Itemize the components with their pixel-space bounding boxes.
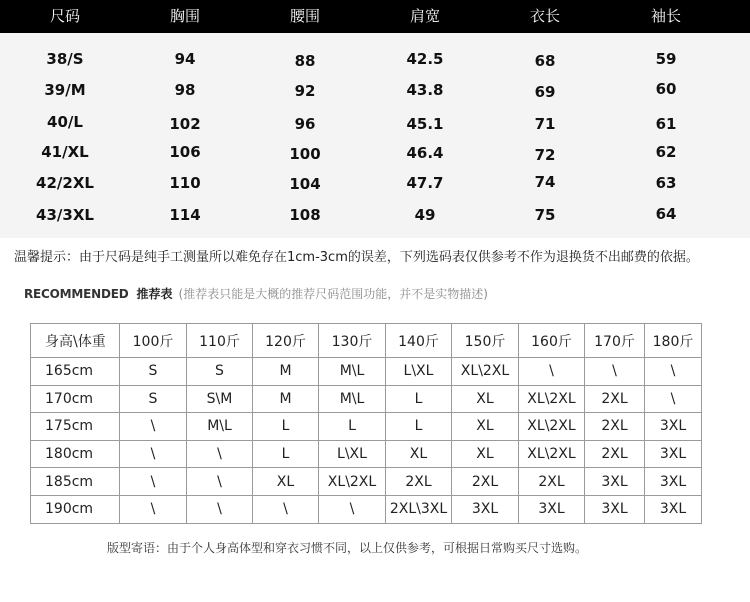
size-chart-cell: 39/M — [44, 81, 86, 99]
size-cell: L — [253, 413, 319, 441]
recommend-header-cell: 140斤 — [386, 324, 452, 358]
size-cell: XL\2XL — [452, 358, 519, 386]
size-cell: \ — [120, 495, 187, 523]
size-chart-cell: 43/3XL — [36, 206, 94, 224]
size-chart-cell: 43.8 — [406, 81, 444, 99]
size-cell: M\L — [319, 385, 386, 413]
size-cell: XL — [452, 385, 519, 413]
measurement-note: 温馨提示：由于尺码是纯手工测量所以难免存在1cm-3cm的误差，下列选码表仅供参考不作为退换货不出邮费的依据。 — [14, 250, 699, 265]
size-chart-cell: 110 — [169, 174, 201, 192]
recommend-header-cell: 120斤 — [253, 324, 319, 358]
size-cell: S — [187, 358, 253, 386]
size-cell: \ — [187, 468, 253, 496]
size-cell: 3XL — [645, 413, 702, 441]
height-cell: 170cm — [31, 385, 120, 413]
height-cell: 180cm — [31, 440, 120, 468]
recommend-table-header-row — [31, 324, 702, 358]
size-cell: XL\2XL — [519, 385, 585, 413]
size-cell: 2XL\3XL — [386, 495, 452, 523]
size-chart-cell: 104 — [289, 175, 321, 193]
size-chart-cell: 71 — [534, 115, 556, 133]
size-cell: 2XL — [585, 413, 645, 441]
size-cell: L — [253, 440, 319, 468]
size-chart-cell: 45.1 — [406, 115, 444, 133]
size-chart-cell: 88 — [294, 52, 316, 70]
size-chart-cell: 108 — [289, 206, 321, 224]
size-cell: XL\2XL — [519, 440, 585, 468]
size-cell: \ — [319, 495, 386, 523]
size-cell: M — [253, 358, 319, 386]
size-chart-cell: 47.7 — [406, 174, 444, 192]
size-cell: \ — [120, 468, 187, 496]
size-cell: \ — [187, 440, 253, 468]
size-cell: XL\2XL — [319, 468, 386, 496]
size-cell: M\L — [187, 413, 253, 441]
size-chart-cell: 74 — [534, 173, 556, 191]
size-chart-cell: 114 — [169, 206, 201, 224]
size-chart-cell: 96 — [294, 115, 316, 133]
size-chart-cell: 72 — [534, 146, 556, 164]
size-chart-cell: 49 — [414, 206, 436, 224]
size-chart-cell: 62 — [655, 143, 677, 161]
size-chart — [0, 0, 750, 238]
size-cell: \ — [120, 440, 187, 468]
table-row — [31, 495, 702, 523]
size-cell: XL — [386, 440, 452, 468]
size-chart-cell: 64 — [655, 205, 677, 223]
table-row — [31, 413, 702, 441]
recommend-header-cell: 160斤 — [519, 324, 585, 358]
size-cell: 3XL — [645, 495, 702, 523]
table-row — [31, 385, 702, 413]
size-cell: L — [386, 385, 452, 413]
size-cell: XL — [253, 468, 319, 496]
recommend-header-cell: 身高\体重 — [31, 324, 120, 358]
size-chart-cell: 38/S — [46, 50, 84, 68]
size-chart-header — [0, 0, 750, 33]
size-cell: L — [319, 413, 386, 441]
size-chart-cell: 41/XL — [41, 143, 89, 161]
height-cell: 165cm — [31, 358, 120, 386]
recommend-header-cell: 150斤 — [452, 324, 519, 358]
size-chart-header-cell: 肩宽 — [409, 7, 440, 25]
size-cell: 2XL — [386, 468, 452, 496]
size-cell: 2XL — [452, 468, 519, 496]
recommend-title-en: RECOMMENDED — [24, 287, 129, 301]
size-cell: M\L — [319, 358, 386, 386]
size-cell: 2XL — [519, 468, 585, 496]
size-chart-cell: 40/L — [47, 113, 83, 131]
recommend-title-cn: 推荐表 — [136, 287, 173, 301]
size-cell: \ — [585, 358, 645, 386]
size-cell: S — [120, 358, 187, 386]
size-chart-cell: 46.4 — [406, 144, 444, 162]
table-row — [31, 440, 702, 468]
size-cell: L\XL — [386, 358, 452, 386]
size-chart-cell: 102 — [169, 115, 201, 133]
recommend-table — [30, 323, 702, 524]
size-chart-cell: 59 — [655, 50, 677, 68]
size-cell: \ — [253, 495, 319, 523]
size-cell: 3XL — [519, 495, 585, 523]
size-chart-cell: 60 — [655, 80, 677, 98]
size-cell: 2XL — [585, 440, 645, 468]
size-cell: 3XL — [645, 468, 702, 496]
size-cell: L — [386, 413, 452, 441]
size-chart-header-cell: 胸围 — [169, 7, 200, 25]
size-chart-header-cell: 衣长 — [529, 7, 560, 25]
size-cell: 3XL — [645, 440, 702, 468]
recommend-header-cell: 130斤 — [319, 324, 386, 358]
size-chart-cell: 69 — [534, 83, 556, 101]
size-chart-cell: 106 — [169, 143, 201, 161]
size-chart-cell: 63 — [655, 174, 677, 192]
size-chart-header-cell: 袖长 — [650, 7, 681, 25]
size-cell: \ — [187, 495, 253, 523]
table-row — [31, 468, 702, 496]
size-cell: XL\2XL — [519, 413, 585, 441]
size-cell: \ — [645, 385, 702, 413]
size-cell: S — [120, 385, 187, 413]
recommend-description: (推荐表只能是大概的推荐尺码范围功能，并不是实物描述) — [178, 287, 488, 301]
size-cell: \ — [519, 358, 585, 386]
recommend-heading — [24, 285, 488, 302]
size-chart-header-cell: 腰围 — [289, 7, 320, 25]
size-chart-cell: 92 — [294, 82, 316, 100]
size-cell: XL — [452, 413, 519, 441]
size-cell: L\XL — [319, 440, 386, 468]
recommend-header-cell: 180斤 — [645, 324, 702, 358]
size-cell: XL — [452, 440, 519, 468]
size-chart-cell: 75 — [534, 206, 556, 224]
height-cell: 175cm — [31, 413, 120, 441]
recommend-header-cell: 110斤 — [187, 324, 253, 358]
recommend-header-cell: 100斤 — [120, 324, 187, 358]
fit-note: 版型寄语：由于个人身高体型和穿衣习惯不同，以上仅供参考，可根据日常购买尺寸选购。 — [107, 541, 588, 555]
size-cell: 3XL — [585, 468, 645, 496]
size-chart-cell: 100 — [289, 145, 321, 163]
size-cell: 2XL — [585, 385, 645, 413]
size-chart-header-cell: 尺码 — [49, 7, 80, 25]
size-cell: \ — [120, 413, 187, 441]
height-cell: 190cm — [31, 495, 120, 523]
size-chart-cell: 98 — [174, 81, 196, 99]
size-chart-cell: 94 — [174, 50, 196, 68]
recommend-header-cell: 170斤 — [585, 324, 645, 358]
size-cell: 3XL — [452, 495, 519, 523]
size-cell: S\M — [187, 385, 253, 413]
size-cell: M — [253, 385, 319, 413]
size-chart-cell: 68 — [534, 52, 556, 70]
size-cell: \ — [645, 358, 702, 386]
size-chart-cell: 42.5 — [406, 50, 444, 68]
size-cell: 3XL — [585, 495, 645, 523]
table-row — [31, 358, 702, 386]
size-chart-cell: 61 — [655, 115, 677, 133]
height-cell: 185cm — [31, 468, 120, 496]
size-chart-cell: 42/2XL — [36, 174, 94, 192]
